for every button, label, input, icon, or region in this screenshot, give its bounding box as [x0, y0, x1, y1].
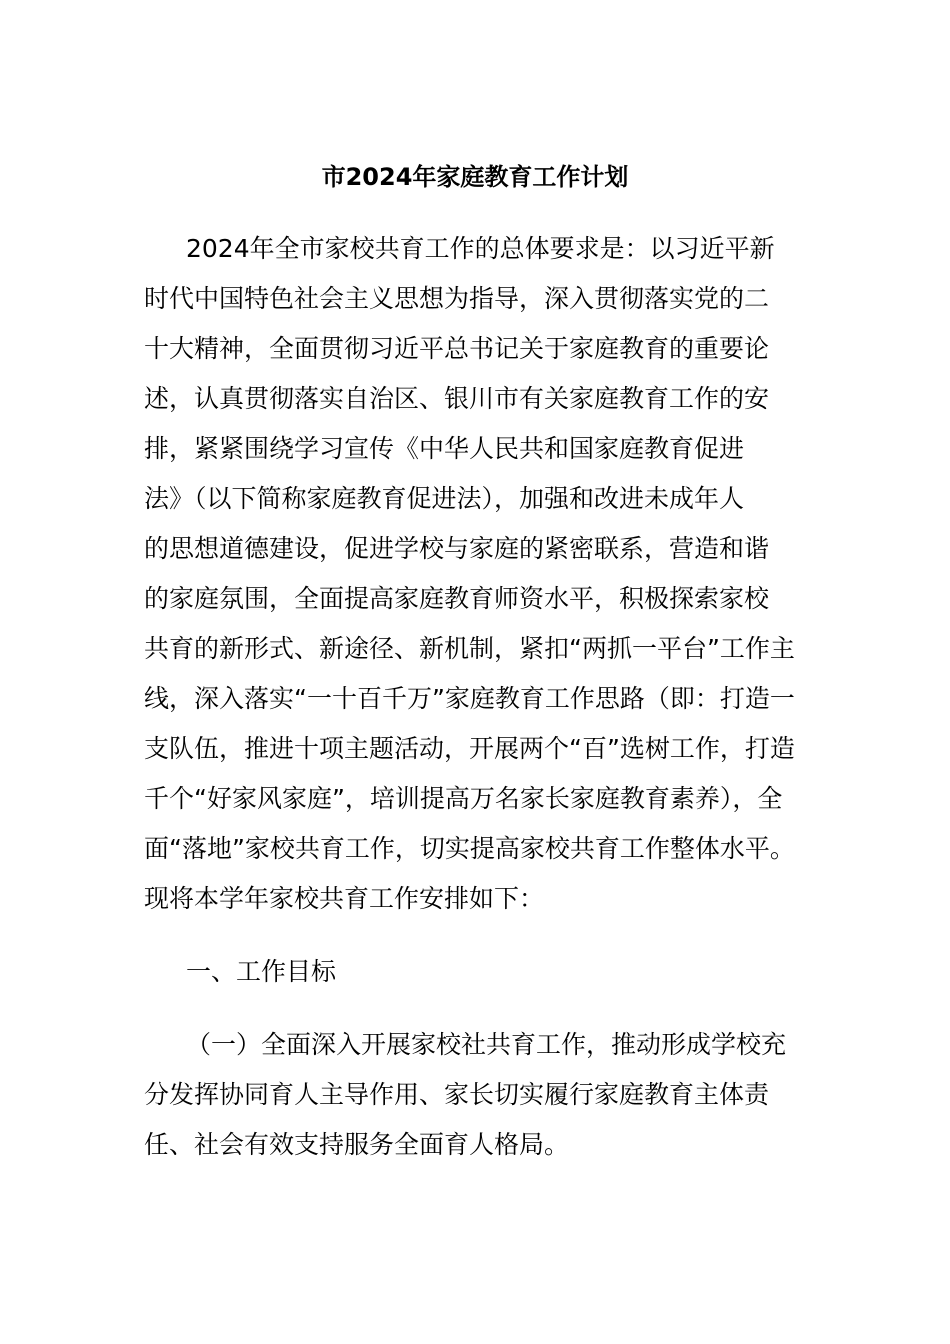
paragraph-line: 分发挥协同育人主导作用、家长切实履行家庭教育主体责	[144, 1080, 770, 1109]
paragraph-line: 排，紧紧围绕学习宣传《中华人民共和国家庭教育促进	[144, 434, 745, 463]
paragraph-line: 述，认真贯彻落实自治区、银川市有关家庭教育工作的安	[144, 384, 770, 413]
paragraph-line: 2024年全市家校共育工作的总体要求是：以习近平新	[186, 234, 775, 263]
paragraph-line: （一）全面深入开展家校社共育工作，推动形成学校充	[186, 1030, 787, 1059]
document-title: 市2024年家庭教育工作计划	[321, 163, 629, 191]
paragraph-line: 支队伍，推进十项主题活动，开展两个“百”选树工作，打造	[144, 734, 795, 763]
paragraph-line: 共育的新形式、新途径、新机制，紧扣“两抓一平台”工作主	[144, 634, 795, 663]
paragraph-line: 法》（以下简称家庭教育促进法），加强和改进未成年人	[144, 484, 745, 513]
paragraph-line: 的思想道德建设，促进学校与家庭的紧密联系，营造和谐	[144, 534, 770, 563]
paragraph-line: 千个“好家风家庭”，培训提高万名家长家庭教育素养），全	[144, 784, 783, 813]
paragraph-line: 面“落地”家校共育工作，切实提高家校共育工作整体水平。	[144, 834, 795, 863]
paragraph-line: 的家庭氛围，全面提高家庭教育师资水平，积极探索家校	[144, 584, 770, 613]
paragraph-line: 时代中国特色社会主义思想为指导，深入贯彻落实党的二	[144, 284, 770, 313]
section-heading: 一、工作目标	[186, 957, 337, 986]
paragraph-line: 任、社会有效支持服务全面育人格局。	[144, 1130, 570, 1159]
paragraph-line: 十大精神，全面贯彻习近平总书记关于家庭教育的重要论	[144, 334, 770, 363]
paragraph-line: 现将本学年家校共育工作安排如下：	[144, 884, 545, 913]
paragraph-line: 线，深入落实“一十百千万”家庭教育工作思路（即：打造一	[144, 684, 795, 713]
